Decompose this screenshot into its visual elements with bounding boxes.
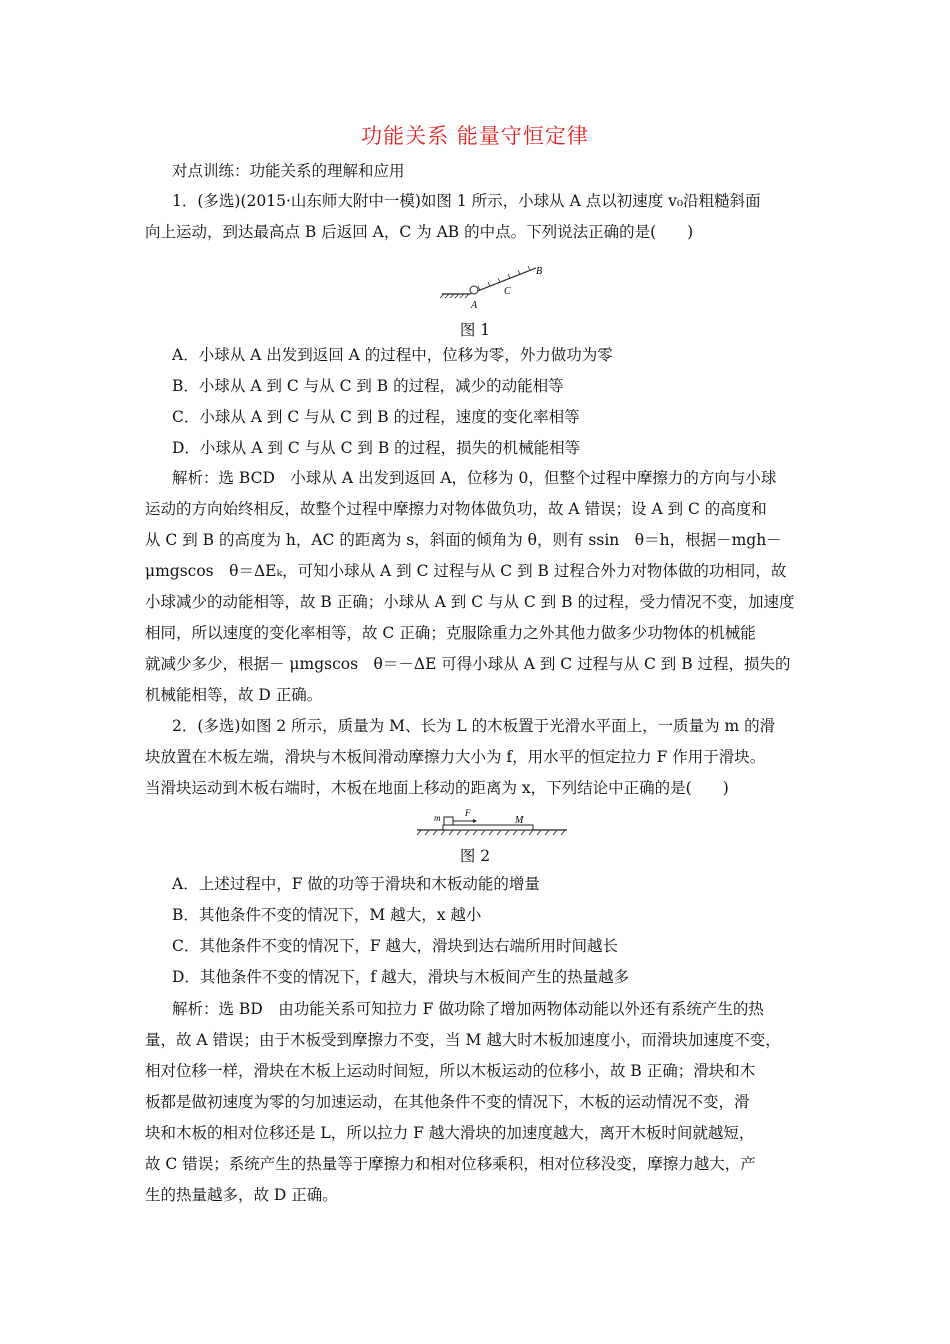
figure-2-caption: 图 2 — [459, 847, 491, 865]
q2-analysis-line-4: 板都是做初速度为零的匀加速运动，在其他条件不变的情况下，木板的运动情况不变，滑 — [145, 1093, 750, 1111]
q1-analysis-line-5: 小球减少的动能相等，故 B 正确；小球从 A 到 C 与从 C 到 B 的过程，受力情况不变，加速度 — [145, 593, 795, 611]
figure-2-label-big-m: M — [515, 815, 524, 826]
page-title: 功能关系 能量守恒定律 — [361, 124, 589, 148]
figure-1-label-c: C — [504, 286, 511, 297]
q1-option-b: B．小球从 A 到 C 与从 C 到 B 的过程，减少的动能相等 — [172, 377, 564, 395]
q1-analysis-line-4: μmgscos θ＝ΔEₖ，可知小球从 A 到 C 过程与从 C 到 B 过程合外力对物体做的功相同，故 — [145, 562, 787, 580]
q2-option-d: D．其他条件不变的情况下，f 越大，滑块与木板间产生的热量越多 — [172, 968, 630, 986]
figure-1-label-b: B — [536, 266, 543, 277]
arrow-right-icon — [473, 819, 477, 823]
q1-stem-line-2: 向上运动，到达最高点 B 后返回 A，C 为 AB 的中点。下列说法正确的是( ) — [145, 223, 694, 241]
q2-stem-line-3: 当滑块运动到木板右端时，木板在地面上移动的距离为 x，下列结论中正确的是( ) — [145, 779, 729, 797]
figure-1-label-a: A — [471, 300, 478, 311]
figure-1-incline-diagram — [440, 262, 560, 312]
q2-analysis-line-5: 块和木板的相对位移还是 L，所以拉力 F 越大滑块的加速度越大，离开木板时间就越短， — [145, 1124, 755, 1142]
q2-analysis-line-2: 量，故 A 错误；由于木板受到摩擦力不变，当 M 越大时木板加速度小，而滑块加速度不变， — [145, 1031, 781, 1049]
figure-2-board-block-diagram — [415, 804, 570, 840]
q1-analysis-line-3: 从 C 到 B 的高度为 h，AC 的距离为 s，斜面的倾角为 θ，则有 ssin θ＝h，根据－mgh－ — [145, 531, 782, 549]
q2-analysis-line-3: 相对位移一样，滑块在木板上运动时间短，所以木板运动的位移小，故 B 正确；滑块和木 — [145, 1062, 756, 1080]
q2-option-a: A．上述过程中，F 做的功等于滑块和木板动能的增量 — [172, 875, 540, 893]
figure-1-caption: 图 1 — [459, 321, 491, 339]
q2-analysis-line-7: 生的热量越多，故 D 正确。 — [145, 1186, 338, 1204]
q2-option-b: B．其他条件不变的情况下，M 越大，x 越小 — [172, 906, 482, 924]
q2-stem-line-1: 2．(多选)如图 2 所示，质量为 M、长为 L 的木板置于光滑水平面上，一质量为 m 的滑 — [172, 717, 776, 735]
q2-stem-line-2: 块放置在木板左端，滑块与木板间滑动摩擦力大小为 f，用水平的恒定拉力 F 作用于滑块。 — [145, 748, 766, 766]
q1-option-d: D．小球从 A 到 C 与从 C 到 B 的过程，损失的机械能相等 — [172, 439, 581, 457]
block-icon — [444, 817, 453, 825]
q1-option-c: C．小球从 A 到 C 与从 C 到 B 的过程，速度的变化率相等 — [172, 408, 580, 426]
q1-analysis-line-6: 相同，所以速度的变化率相等，故 C 正确；克服除重力之外其他力做多少功物体的机械能 — [145, 624, 756, 642]
q2-analysis-line-6: 故 C 错误；系统产生的热量等于摩擦力和相对位移乘积，相对位移没变，摩擦力越大，产 — [145, 1155, 756, 1173]
q2-analysis-line-1: 解析：选 BD 由功能关系可知拉力 F 做功除了增加两物体动能以外还有系统产生的热 — [172, 1000, 764, 1018]
ball-icon — [470, 286, 478, 294]
section-heading: 对点训练：功能关系的理解和应用 — [172, 162, 405, 180]
q1-analysis-line-1: 解析：选 BCD 小球从 A 出发到返回 A，位移为 0，但整个过程中摩擦力的方向与小球 — [172, 469, 777, 487]
q2-option-c: C．其他条件不变的情况下，F 越大，滑块到达右端所用时间越长 — [172, 937, 619, 955]
q1-analysis-line-7: 就减少多少，根据－ μmgscos θ＝－ΔE 可得小球从 A 到 C 过程与从 C 到 B 过程，损失的 — [145, 655, 791, 673]
q1-option-a: A．小球从 A 出发到返回 A 的过程中，位移为零，外力做功为零 — [172, 346, 613, 364]
q1-stem-line-1: 1．(多选)(2015·山东师大附中一模)如图 1 所示，小球从 A 点以初速度 v₀沿粗糙斜面 — [172, 192, 761, 210]
q1-analysis-line-8: 机械能相等，故 D 正确。 — [145, 686, 323, 704]
q1-analysis-line-2: 运动的方向始终相反，故整个过程中摩擦力对物体做负功，故 A 错误；设 A 到 C 的高度和 — [145, 500, 767, 518]
figure-2-label-m: m — [434, 813, 441, 823]
figure-2-label-f: F — [465, 808, 471, 818]
